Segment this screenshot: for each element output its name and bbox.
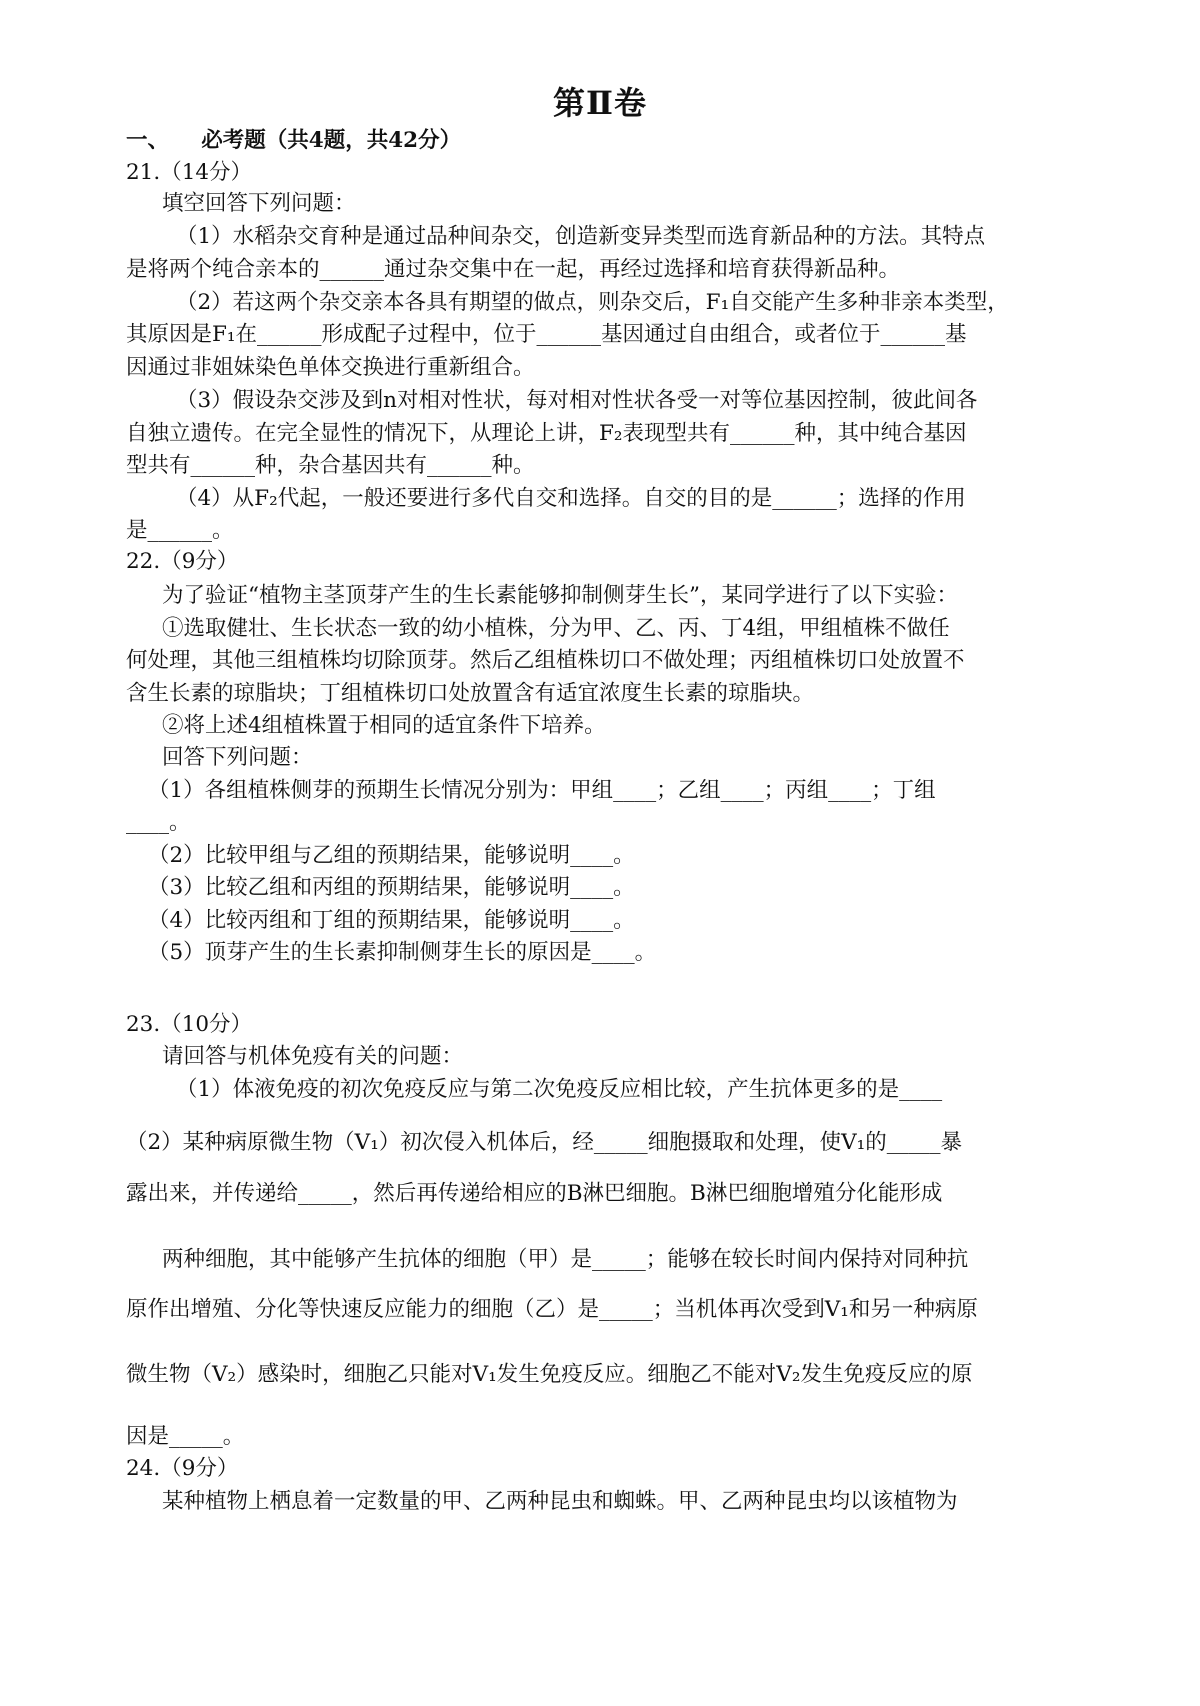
q21-p2-line1: （2）若这两个杂交亲本各具有期望的做点，则杂交后，F₁自交能产生多种非亲本类型， [176, 290, 1009, 315]
q21-heading: 21.（14分） [126, 160, 253, 185]
q24-p1: 某种植物上栖息着一定数量的甲、乙两种昆虫和蜘蛛。甲、乙两种昆虫均以该植物为 [162, 1489, 958, 1514]
q23-p2-line1: （2）某种病原微生物（V₁）初次侵入机体后，经_____细胞摄取和处理，使V₁的_____暴 [126, 1130, 962, 1155]
q23-p1: （1）体液免疫的初次免疫反应与第二次免疫反应相比较，产生抗体更多的是____ [176, 1077, 943, 1102]
q23-p2-line5: 微生物（V₂）感染时，细胞乙只能对V₁发生免疫反应。细胞乙不能对V₂发生免疫反应的原 [126, 1362, 973, 1387]
q22-intro: 为了验证“植物主茎顶芽产生的生长素能够抑制侧芽生长”，某同学进行了以下实验： [162, 583, 958, 608]
q23-p2-line4: 原作出增殖、分化等快速反应能力的细胞（乙）是_____；当机体再次受到V₁和另一种病原 [126, 1297, 978, 1322]
q22-answer2: （2）比较甲组与乙组的预期结果，能够说明____。 [148, 843, 635, 868]
q22-step2: ②将上述4组植株置于相同的适宜条件下培养。 [162, 713, 606, 738]
q21-p2-line3: 因通过非姐妹染色单体交换进行重新组合。 [126, 355, 535, 380]
q22-ask: 回答下列问题： [162, 745, 313, 770]
q22-step1-line2: 何处理，其他三组植株均切除顶芽。然后乙组植株切口不做处理；丙组植株切口处放置不 [126, 648, 965, 673]
q22-answer1-line1: （1）各组植株侧芽的预期生长情况分别为：甲组____；乙组____；丙组____；丁组 [148, 778, 936, 803]
q23-p2-line2: 露出来，并传递给_____，然后再传递给相应的B淋巴细胞。B淋巴细胞增殖分化能形成 [126, 1181, 943, 1206]
page-title: 第Ⅱ卷 [553, 84, 647, 122]
q23-intro: 请回答与机体免疫有关的问题： [162, 1044, 464, 1069]
q21-p1-line2: 是将两个纯合亲本的______通过杂交集中在一起，再经过选择和培育获得新品种。 [126, 257, 901, 282]
q22-answer5: （5）顶芽产生的生长素抑制侧芽生长的原因是____。 [148, 940, 657, 965]
q21-p3-line2: 自独立遗传。在完全显性的情况下，从理论上讲，F₂表现型共有______种，其中纯合基因 [126, 421, 967, 446]
q21-p3-line3: 型共有______种，杂合基因共有______种。 [126, 453, 535, 478]
q22-answer1-line2: ____。 [126, 810, 191, 835]
q23-heading: 23.（10分） [126, 1012, 253, 1037]
q24-heading: 24.（9分） [126, 1456, 239, 1481]
q22-answer4: （4）比较丙组和丁组的预期结果，能够说明____。 [148, 908, 635, 933]
q21-intro: 填空回答下列问题： [162, 191, 356, 216]
section-heading: 一、 必考题（共4题，共42分） [126, 128, 462, 153]
q22-heading: 22.（9分） [126, 549, 239, 574]
q22-step1-line3: 含生长素的琼脂块；丁组植株切口处放置含有适宜浓度生长素的琼脂块。 [126, 681, 815, 706]
q21-p4-line1: （4）从F₂代起，一般还要进行多代自交和选择。自交的目的是______；选择的作用 [176, 486, 966, 511]
q21-p1-line1: （1）水稻杂交育种是通过品种间杂交，创造新变异类型而选育新品种的方法。其特点 [176, 224, 986, 249]
q23-p2-line3: 两种细胞，其中能够产生抗体的细胞（甲）是_____；能够在较长时间内保持对同种抗 [162, 1247, 969, 1272]
q21-p3-line1: （3）假设杂交涉及到n对相对性状，每对相对性状各受一对等位基因控制，彼此间各 [176, 388, 978, 413]
q21-p2-line2: 其原因是F₁在______形成配子过程中，位于______基因通过自由组合，或者位于______基 [126, 322, 967, 347]
q23-p2-line6: 因是_____。 [126, 1424, 245, 1449]
q22-answer3: （3）比较乙组和丙组的预期结果，能够说明____。 [148, 875, 635, 900]
q22-step1-line1: ①选取健壮、生长状态一致的幼小植株，分为甲、乙、丙、丁4组，甲组植株不做任 [162, 616, 950, 641]
q21-p4-line2: 是______。 [126, 518, 234, 543]
